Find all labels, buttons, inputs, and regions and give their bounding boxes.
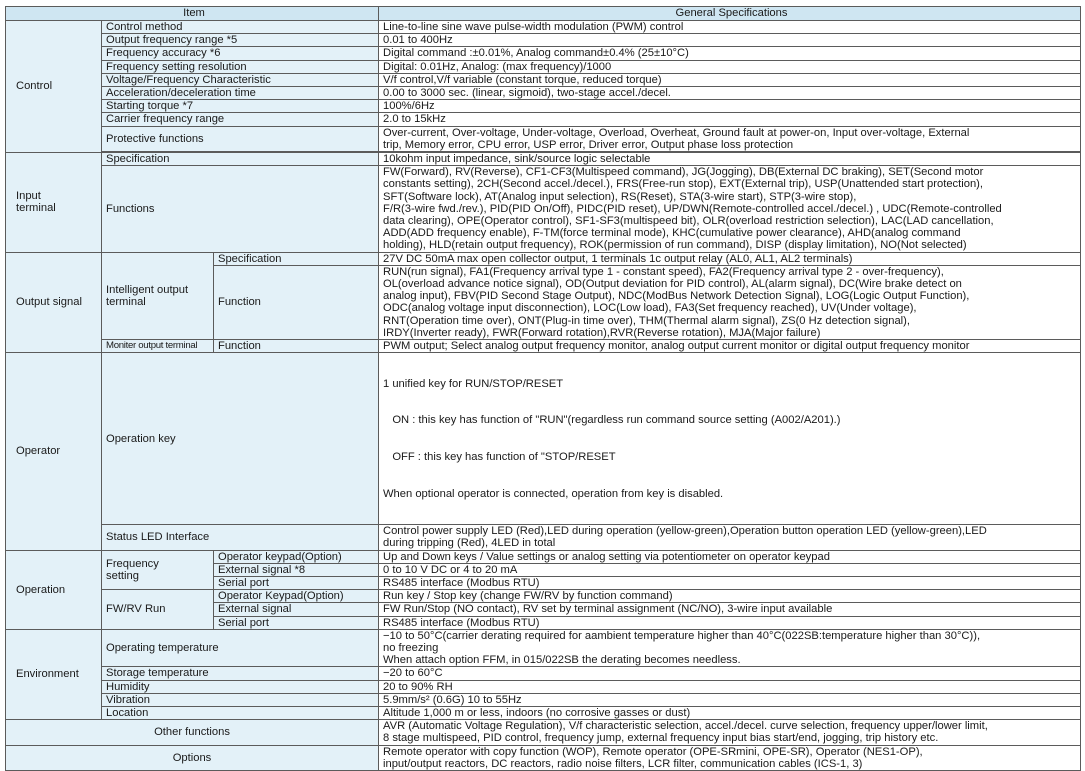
table-row xyxy=(6,21,1081,34)
spec-line: data clearing), OPE(Operator control), SF1-SF3(multispeed bit), OLR(overload restriction selection), LAC(LAD cancellation, xyxy=(383,215,994,228)
table-row xyxy=(6,153,1081,166)
item-label: Operator Keypad(Option) xyxy=(214,590,379,603)
spec-value: 20 to 90% RH xyxy=(379,680,1081,693)
category-operation: Operation xyxy=(6,550,102,629)
spec-value: Altitude 1,000 m or less, indoors (no corrosive gasses or dust) xyxy=(379,706,1081,719)
spec-value: PWM output; Select analog output frequency monitor, analog output current monitor or digital output frequency monitor xyxy=(379,340,1081,353)
item-label: Starting torque *7 xyxy=(102,100,379,113)
table-row xyxy=(6,340,1081,353)
category-output-signal: Output signal xyxy=(6,252,102,353)
table-row xyxy=(6,100,1081,113)
spec-value: 27V DC 50mA max open collector output, 1 terminals 1c output relay (AL0, AL1, AL2 terminals) xyxy=(379,252,1081,265)
table-row xyxy=(6,693,1081,706)
spec-line: OFF : this key has function of "STOP/RESET xyxy=(383,450,616,463)
spec-line: When optional operator is connected, operation from key is disabled. xyxy=(383,487,724,500)
header-general-specifications: General Specifications xyxy=(379,7,1081,21)
table-row xyxy=(6,126,1081,151)
item-label: Operator keypad(Option) xyxy=(214,550,379,563)
spec-line: analog input), FBV(PID Second Stage Output), NDC(ModBus Network Detection Signal), LOG(Logic Output Function), xyxy=(383,290,970,303)
spec-line: SFT(Software lock), AT(Analog input selection), RS(Reset), STA(3-wire start), STP(3-wire stop), xyxy=(383,190,857,203)
spec-value xyxy=(379,629,1081,667)
spec-value: RS485 interface (Modbus RTU) xyxy=(379,576,1081,589)
table-row xyxy=(6,113,1081,126)
spec-value: 10kohm input impedance, sink/source logic selectable xyxy=(379,153,1081,166)
monitor-output-terminal-label: Moniter output terminal xyxy=(102,340,214,353)
spec-value xyxy=(379,720,1081,745)
item-label: Protective functions xyxy=(102,126,379,151)
label-line: Frequency xyxy=(106,557,159,570)
spec-line: F/R(3-wire fwd./rev.), PID(PID On/Off), PIDC(PID reset), UP/DWN(Remote-controlled accel./decel.) , UDC(Remote-controlled xyxy=(383,202,1002,215)
category-operator: Operator xyxy=(6,353,102,550)
table-row xyxy=(6,550,1081,563)
spec-value: 100%/6Hz xyxy=(379,100,1081,113)
spec-value: 2.0 to 15kHz xyxy=(379,113,1081,126)
spec-value: V/f control,V/f variable (constant torque, reduced torque) xyxy=(379,73,1081,86)
spec-line: FW(Forward), RV(Reverse), CF1-CF3(Multispeed command), JG(Jogging), DB(External DC braking), SET(Second motor xyxy=(383,166,984,179)
spec-line: during tripping (Red), 4LED in total xyxy=(383,537,556,550)
spec-value: Run key / Stop key (change FW/RV by function command) xyxy=(379,590,1081,603)
item-label: External signal xyxy=(214,603,379,616)
spec-value xyxy=(379,745,1081,770)
item-label: Location xyxy=(102,706,379,719)
item-label: Acceleration/deceleration time xyxy=(102,87,379,100)
spec-value: FW Run/Stop (NO contact), RV set by terminal assignment (NC/NO), 3-wire input available xyxy=(379,603,1081,616)
table-row xyxy=(6,60,1081,73)
category-control: Control xyxy=(6,21,102,153)
item-label: Vibration xyxy=(102,693,379,706)
spec-value xyxy=(379,166,1081,252)
table-row xyxy=(6,629,1081,667)
item-label: Frequency setting resolution xyxy=(102,60,379,73)
spec-value: RS485 interface (Modbus RTU) xyxy=(379,616,1081,629)
item-label: Status LED Interface xyxy=(102,525,379,550)
spec-line: 1 unified key for RUN/STOP/RESET xyxy=(383,377,564,390)
spec-line: −10 to 50°C(carrier derating required for aambient temperature higher than 40°C(022SB:temperature higher than 30°C)), xyxy=(383,629,981,642)
table-row xyxy=(6,34,1081,47)
table-row xyxy=(6,706,1081,719)
spec-line: Control power supply LED (Red),LED during operation (yellow-green),Operation button operation LED (yellow-green),LED xyxy=(383,525,987,538)
spec-value: 5.9mm/s² (0.6G) 10 to 55Hz xyxy=(379,693,1081,706)
item-label: Frequency accuracy *6 xyxy=(102,47,379,60)
spec-value xyxy=(379,265,1081,339)
category-line: terminal xyxy=(16,202,56,215)
spec-line: no freezing xyxy=(383,641,439,654)
spec-value: Digital command :±0.01%, Analog command±0.4% (25±10°C) xyxy=(379,47,1081,60)
frequency-setting-label xyxy=(102,550,214,590)
header-item: Item xyxy=(6,7,379,21)
item-label: Functions xyxy=(102,166,379,252)
spec-value: Line-to-line sine wave pulse-width modulation (PWM) control xyxy=(379,21,1081,34)
intelligent-output-terminal-label xyxy=(102,252,214,339)
spec-line: input/output reactors, DC reactors, radio noise filters, LCR filter, communication cables (ICS-1, 3) xyxy=(383,757,863,770)
category-input-terminal xyxy=(6,153,102,253)
table-row xyxy=(6,525,1081,550)
spec-value: 0.01 to 400Hz xyxy=(379,34,1081,47)
table-row xyxy=(6,87,1081,100)
spec-value xyxy=(379,525,1081,550)
item-label: Operating temperature xyxy=(102,629,379,667)
spec-line: RNT(Operation time over), ONT(Plug-in time over), THM(Thermal alarm signal), ZS(0 Hz detection signal), xyxy=(383,314,910,327)
spec-line: Over-current, Over-voltage, Under-voltage, Overload, Overheat, Ground fault at power-on, Input over-voltage, External xyxy=(383,126,970,139)
category-line: Input xyxy=(16,190,41,203)
item-label: Function xyxy=(214,340,379,353)
spec-line: holding), HLD(retain output frequency), ROK(permission of run command), DISP (display limitation), NO(Not selected) xyxy=(383,239,967,252)
spec-value xyxy=(379,126,1081,151)
item-label: Specification xyxy=(102,153,379,166)
spec-line: AVR (Automatic Voltage Regulation), V/f characteristic selection, accel./decel. curve selection, frequency upper/lower limit, xyxy=(383,720,988,733)
item-label: Humidity xyxy=(102,680,379,693)
spec-line: Remote operator with copy function (WOP), Remote operator (OPE-SRmini, OPE-SR), Operator (NES1-OP), xyxy=(383,745,923,758)
item-label: Output frequency range *5 xyxy=(102,34,379,47)
fw-rv-run-label: FW/RV Run xyxy=(102,590,214,630)
item-label: Specification xyxy=(214,252,379,265)
spec-line: 8 stage multispeed, PID control, frequency jump, external frequency input bias start/end, jogging, trip history etc. xyxy=(383,732,939,745)
table-row xyxy=(6,667,1081,680)
spec-line: OL(overload advance notice signal), OD(Output deviation for PID control), AL(alarm signal), DC(Wire brake detect on xyxy=(383,278,962,291)
spec-value: −20 to 60°C xyxy=(379,667,1081,680)
spec-value: 0.00 to 3000 sec. (linear, sigmoid), two-stage accel./decel. xyxy=(379,87,1081,100)
spec-value xyxy=(379,353,1081,525)
item-label: Control method xyxy=(102,21,379,34)
spec-line: ODC(analog voltage input disconnection), LOC(Low load), FA3(Set frequency reached), UV(Under voltage), xyxy=(383,302,917,315)
label-line: terminal xyxy=(106,295,146,308)
label-line: setting xyxy=(106,569,139,582)
table-row xyxy=(6,353,1081,525)
table-row xyxy=(6,590,1081,603)
item-label: Voltage/Frequency Characteristic xyxy=(102,73,379,86)
table-row xyxy=(6,166,1081,252)
table-row xyxy=(6,720,1081,745)
item-label: Carrier frequency range xyxy=(102,113,379,126)
spec-line: ON : this key has function of "RUN"(regardless run command source setting (A002/A201).) xyxy=(383,414,841,427)
spec-line: ADD(ADD frequency enable), F-TM(force terminal mode), KHC(cumulative power clearance), AHD(analog command xyxy=(383,227,961,240)
label-line: Intelligent output xyxy=(106,283,189,296)
table-row xyxy=(6,47,1081,60)
spec-line: When attach option FFM, in 015/022SB the derating becomes needless. xyxy=(383,654,741,667)
spec-line: IRDY(Inverter ready), FWR(Forward rotation),RVR(Reverse rotation), MJA(Major failure) xyxy=(383,326,821,339)
item-label: Storage temperature xyxy=(102,667,379,680)
table-row xyxy=(6,745,1081,770)
spec-line: constants setting), 2CH(Second accel./decel.), FRS(Free-run stop), EXT(External trip), USP(Unattended start protection), xyxy=(383,178,984,191)
spec-line: trip, Memory error, CPU error, USP error, Driver error, Output phase loss protection xyxy=(383,138,794,151)
spec-value: Digital: 0.01Hz, Analog: (max frequency)/1000 xyxy=(379,60,1081,73)
item-label: Operation key xyxy=(102,353,379,525)
category-options: Options xyxy=(6,745,379,770)
item-label: Serial port xyxy=(214,576,379,589)
spec-line: RUN(run signal), FA1(Frequency arrival type 1 - constant speed), FA2(Frequency arrival type 2 - over-frequency), xyxy=(383,265,944,278)
category-other-functions: Other functions xyxy=(6,720,379,745)
item-label: Function xyxy=(214,265,379,339)
table-row xyxy=(6,73,1081,86)
item-label: Serial port xyxy=(214,616,379,629)
header-row xyxy=(6,7,1081,21)
category-environment: Environment xyxy=(6,629,102,719)
spec-value: Up and Down keys / Value settings or analog setting via potentiometer on operator keypad xyxy=(379,550,1081,563)
spec-value: 0 to 10 V DC or 4 to 20 mA xyxy=(379,563,1081,576)
specifications-table xyxy=(5,6,1081,771)
table-row xyxy=(6,680,1081,693)
table-row xyxy=(6,252,1081,265)
item-label: External signal *8 xyxy=(214,563,379,576)
